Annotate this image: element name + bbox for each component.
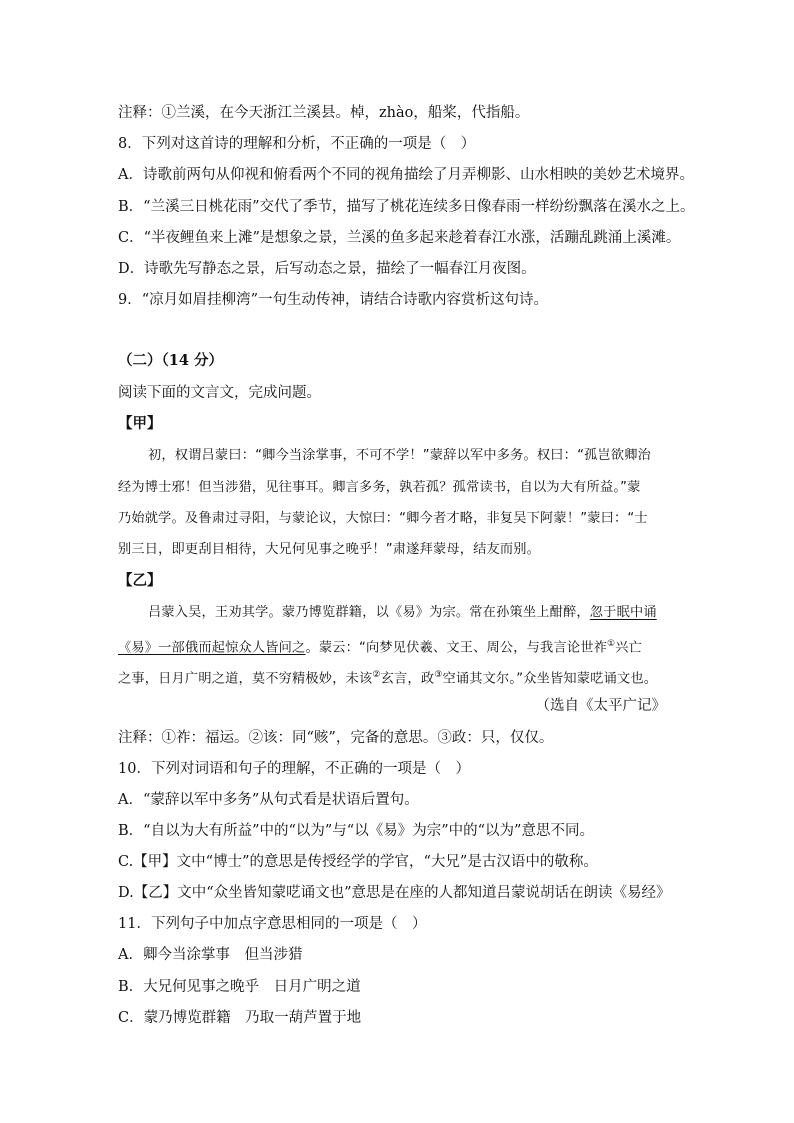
underlined-sentence: 忽于眠中诵 [589, 605, 657, 620]
passage-yi-line [118, 666, 678, 688]
question-8-option-c: C．“半夜鲤鱼来上滩”是想象之景，兰溪的鱼多起来趁着春江水涨，活蹦乱跳涌上溪滩。 [118, 230, 681, 246]
question-8-option-b: B．“兰溪三日桃花雨”交代了季节，描写了桃花连续多日像春雨一样纷纷飘落在溪水之上。 [118, 199, 695, 215]
question-10-option-c: C.【甲】文中“博士”的意思是传授经学的学官，“大兄”是古汉语中的敬称。 [118, 854, 598, 870]
passage-jia-line: 经为博士邪！但当涉猎，见往事耳。卿言多务，孰若孤？孤常读书，自以为大有所益。”蒙 [118, 480, 641, 495]
question-8-option-d: D．诗歌先写静态之景，后写动态之景，描绘了一幅春江月夜图。 [118, 261, 536, 277]
passage-yi-text: 空诵其文尔。”众坐皆知蒙呓诵文也。 [442, 671, 658, 687]
passage-jia-line: 初，权谓吕蒙曰：“卿今当涂掌事，不可不学！”蒙辞以军中多务。权曰：“孤岂欲卿治 [148, 448, 652, 463]
passage-yi-text: 玄言，政 [380, 671, 435, 687]
question-11-stem: 11．下列句子中加点字意思相同的一项是（ ） [118, 916, 427, 932]
footnote-marker: ② [372, 670, 381, 680]
passage-jia-line: 别三日，即更刮目相待，大兄何见事之晚乎！”肃遂拜蒙母，结友而别。 [118, 542, 541, 557]
passage-yi-text: 之事，日月广明之道，莫不穷精极妙，未该 [118, 671, 373, 687]
question-11-option-c: C．蒙乃博览群籍 乃取一葫芦置于地 [118, 1010, 362, 1026]
question-11-option-a: A．卿今当涂掌事 但当涉猎 [118, 947, 303, 963]
passage-jia-label: 【甲】 [118, 415, 162, 432]
question-8-option-a: A．诗歌前两句从仰视和俯看两个不同的视角描绘了月弄柳影、山水相映的美妙艺术境界。 [118, 167, 694, 183]
section-instruction: 阅读下面的文言文，完成问题。 [118, 385, 321, 401]
passage-yi-line [118, 635, 678, 657]
passage-note: 注释：①祚：福运。②该：同“赅”，完备的意思。③政：只，仅仅。 [118, 730, 554, 746]
passage-yi-line [148, 604, 708, 622]
passage-yi-text: 。蒙云：“向梦见伏羲、文王、周公，与我言论世祚 [305, 640, 607, 656]
passage-yi-text: 吕蒙入吴，王劝其学。蒙乃博览群籍，以《易》为宗。常在孙策坐上酣醉， [148, 605, 590, 620]
question-10-option-d: D.【乙】文中“众坐皆知蒙呓诵文也”意思是在座的人都知道吕蒙说胡话在朗读《易经》 [118, 885, 671, 901]
passage-yi-text: 兴亡 [615, 640, 643, 656]
question-10-option-a: A．“蒙辞以军中多务”从句式看是状语后置句。 [118, 792, 419, 808]
underlined-sentence: 《易》一部俄而起惊众人皆问之 [118, 640, 306, 656]
question-8-stem: 8．下列对这首诗的理解和分析，不正确的一项是（ ） [118, 136, 476, 152]
source-citation: （选自《太平广记》 [535, 698, 666, 714]
passage-yi-label: 【乙】 [118, 572, 162, 589]
question-10-stem: 10．下列对词语和句子的理解，不正确的一项是（ ） [118, 761, 470, 777]
passage-jia-line: 乃始就学。及鲁肃过寻阳，与蒙论议，大惊曰：“卿今者才略，非复吴下阿蒙！”蒙曰：“士 [118, 511, 648, 526]
question-10-option-b: B．“自以为大有所益”中的“以为”与“以《易》为宗”中的“以为”意思不同。 [118, 823, 594, 839]
question-9: 9．“凉月如眉挂柳湾”一句生动传神，请结合诗歌内容赏析这句诗。 [118, 292, 549, 308]
question-11-option-b: B．大兄何见事之晚乎 日月广明之道 [118, 979, 361, 995]
section-heading: （二）（14 分） [118, 352, 223, 369]
poem-note: 注释：①兰溪，在今天浙江兰溪县。棹，zhào，船桨，代指船。 [118, 105, 530, 121]
footnote-marker: ① [607, 639, 616, 649]
footnote-marker: ③ [434, 670, 443, 680]
